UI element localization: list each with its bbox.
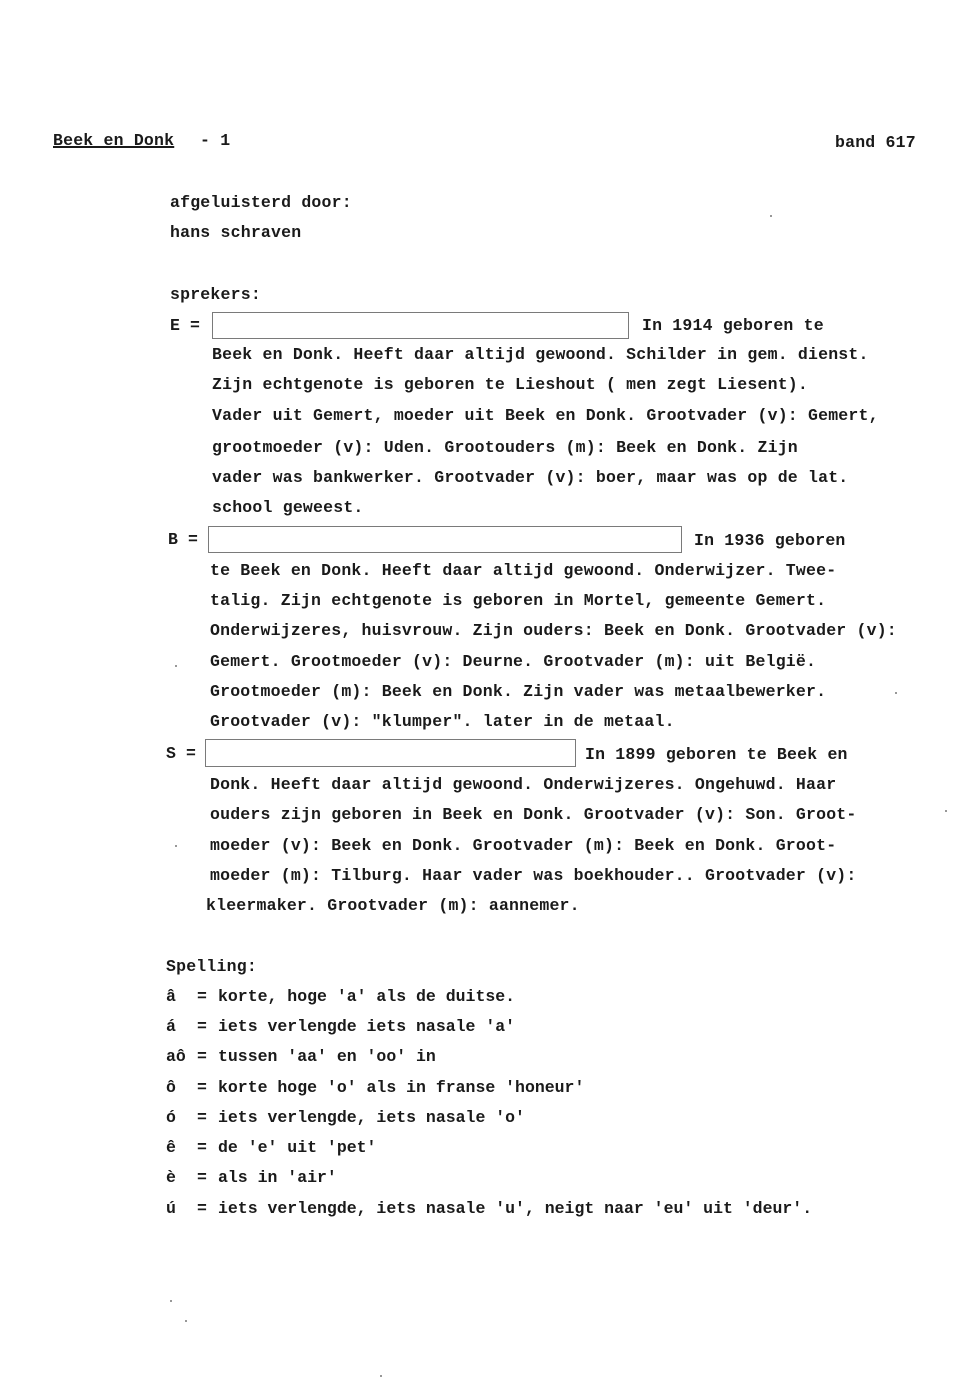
spelling-symbol: ô bbox=[166, 1078, 176, 1097]
scan-speck bbox=[175, 845, 177, 847]
spelling-equals: = bbox=[197, 1138, 207, 1157]
speaker-intro: In 1899 geboren te Beek en bbox=[585, 745, 848, 764]
scan-speck bbox=[175, 665, 177, 667]
scan-speck bbox=[895, 692, 897, 694]
spelling-symbol: è bbox=[166, 1168, 176, 1187]
speaker-line: Grootvader (v): "klumper". later in de metaal. bbox=[210, 712, 675, 731]
speaker-letter: E bbox=[170, 316, 180, 335]
spelling-symbol: á bbox=[166, 1017, 176, 1036]
spelling-description: tussen 'aa' en 'oo' in bbox=[218, 1047, 436, 1066]
speaker-line: grootmoeder (v): Uden. Grootouders (m): Beek en Donk. Zijn bbox=[212, 438, 798, 457]
speakers-label: sprekers: bbox=[170, 285, 261, 304]
scan-speck bbox=[170, 1300, 172, 1302]
spelling-description: als in 'air' bbox=[218, 1168, 337, 1187]
speaker-letter: B bbox=[168, 530, 178, 549]
speaker-line: moeder (m): Tilburg. Haar vader was boekhouder.. Grootvader (v): bbox=[210, 866, 857, 885]
listened-by-name: hans schraven bbox=[170, 223, 302, 242]
redacted-name-box bbox=[205, 739, 576, 767]
speaker-line: school geweest. bbox=[212, 498, 364, 517]
spelling-equals: = bbox=[197, 1078, 207, 1097]
scan-speck bbox=[185, 1320, 187, 1322]
scan-speck bbox=[380, 1375, 382, 1377]
redacted-name-box bbox=[212, 312, 629, 339]
spelling-equals: = bbox=[197, 1108, 207, 1127]
spelling-equals: = bbox=[197, 1199, 207, 1218]
speaker-letter: S bbox=[166, 744, 176, 763]
spelling-symbol: aô bbox=[166, 1047, 186, 1066]
speaker-line: talig. Zijn echtgenote is geboren in Mortel, gemeente Gemert. bbox=[210, 591, 827, 610]
speaker-intro: In 1936 geboren bbox=[694, 531, 846, 550]
spelling-symbol: â bbox=[166, 987, 176, 1006]
scan-speck bbox=[945, 810, 947, 812]
spelling-equals: = bbox=[197, 1168, 207, 1187]
speaker-line: te Beek en Donk. Heeft daar altijd gewoond. Onderwijzer. Twee- bbox=[210, 561, 837, 580]
spelling-description: korte, hoge 'a' als de duitse. bbox=[218, 987, 516, 1006]
spelling-equals: = bbox=[197, 1047, 207, 1066]
listened-by-label: afgeluisterd door: bbox=[170, 193, 352, 212]
spelling-description: de 'e' uit 'pet' bbox=[218, 1138, 377, 1157]
spelling-symbol: ê bbox=[166, 1138, 176, 1157]
document-title-suffix: - 1 bbox=[200, 131, 231, 150]
speaker-line: ouders zijn geboren in Beek en Donk. Grootvader (v): Son. Groot- bbox=[210, 805, 857, 824]
spelling-equals: = bbox=[197, 987, 207, 1006]
speaker-line: Beek en Donk. Heeft daar altijd gewoond. Schilder in gem. dienst. bbox=[212, 345, 869, 364]
speaker-line: kleermaker. Grootvader (m): aannemer. bbox=[206, 896, 580, 915]
speaker-line: Gemert. Grootmoeder (v): Deurne. Grootvader (m): uit België. bbox=[210, 652, 817, 671]
speaker-intro: In 1914 geboren te bbox=[642, 316, 824, 335]
spelling-description: iets verlengde, iets nasale 'o' bbox=[218, 1108, 525, 1127]
speaker-equals: = bbox=[190, 316, 200, 335]
band-number: band 617 bbox=[835, 133, 916, 152]
spelling-symbol: ú bbox=[166, 1199, 176, 1218]
spelling-symbol: ó bbox=[166, 1108, 176, 1127]
document-title: Beek en Donk bbox=[53, 131, 175, 150]
speaker-equals: = bbox=[186, 744, 196, 763]
spelling-description: korte hoge 'o' als in franse 'honeur' bbox=[218, 1078, 585, 1097]
scan-speck bbox=[770, 215, 772, 217]
spelling-label: Spelling: bbox=[166, 957, 257, 976]
speaker-line: Zijn echtgenote is geboren te Lieshout ( men zegt Liesent). bbox=[212, 375, 808, 394]
spelling-description: iets verlengde iets nasale 'a' bbox=[218, 1017, 516, 1036]
speaker-line: Donk. Heeft daar altijd gewoond. Onderwijzeres. Ongehuwd. Haar bbox=[210, 775, 837, 794]
speaker-line: Onderwijzeres, huisvrouw. Zijn ouders: Beek en Donk. Grootvader (v): bbox=[210, 621, 897, 640]
speaker-line: Grootmoeder (m): Beek en Donk. Zijn vader was metaalbewerker. bbox=[210, 682, 827, 701]
speaker-line: vader was bankwerker. Grootvader (v): boer, maar was op de lat. bbox=[212, 468, 849, 487]
speaker-line: moeder (v): Beek en Donk. Grootvader (m): Beek en Donk. Groot- bbox=[210, 836, 837, 855]
redacted-name-box bbox=[208, 526, 682, 553]
spelling-description: iets verlengde, iets nasale 'u', neigt naar 'eu' uit 'deur'. bbox=[218, 1199, 813, 1218]
speaker-line: Vader uit Gemert, moeder uit Beek en Donk. Grootvader (v): Gemert, bbox=[212, 406, 879, 425]
speaker-equals: = bbox=[188, 530, 198, 549]
spelling-equals: = bbox=[197, 1017, 207, 1036]
